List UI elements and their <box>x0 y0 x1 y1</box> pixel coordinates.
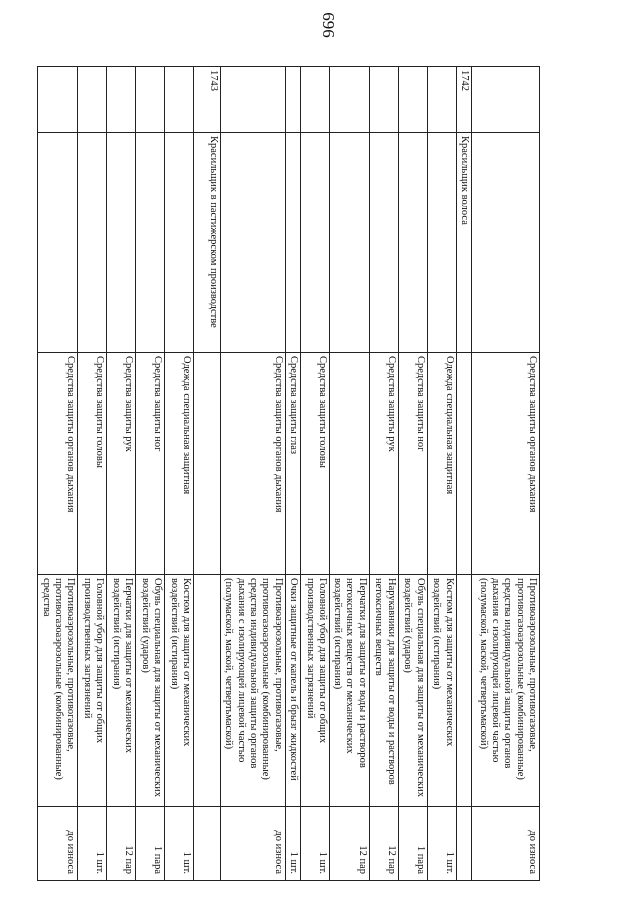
issue-norm-cell <box>107 807 136 881</box>
issue-norm-text: 1 пара <box>414 845 426 874</box>
ppe-item-cell <box>136 575 165 807</box>
ppe-item-text: Перчатки для защиты от механических воздействий (истирания) <box>110 578 135 753</box>
ppe-item-cell <box>78 575 107 807</box>
ppe-item-text: Противоаэрозольные, противогазовые, противогазоаэрозольные (комбинированные) средства индивидуальной защиты органов дыхания с изолирующей лицевой частью (полумаской, маской, четвертьмаской) <box>223 578 284 780</box>
issue-norm-text: 1 шт. <box>94 851 106 874</box>
page-number: 696 <box>319 12 338 38</box>
issue-norm-cell <box>369 807 398 881</box>
row-number-cell <box>329 67 369 133</box>
profession-cell <box>165 133 194 353</box>
ppe-category-text: Средства защиты рук <box>385 356 397 452</box>
ppe-category-text: Средства защиты головы <box>316 356 328 468</box>
table-row <box>165 67 194 881</box>
profession-cell <box>221 133 285 353</box>
ppe-item-text: Очки защитные от капель и брызг жидкостей <box>287 578 299 781</box>
table-body <box>38 67 540 881</box>
ppe-category-cell <box>398 353 427 575</box>
ppe-category-cell <box>285 353 300 575</box>
ppe-item-cell <box>285 575 300 807</box>
table-row <box>300 67 329 881</box>
ppe-item-text: Перчатки для защиты от воды и растворов нетоксичных веществ от механических воздействий (истирания) <box>332 578 368 768</box>
ppe-category-cell <box>107 353 136 575</box>
profession-cell <box>456 133 471 353</box>
profession-cell <box>136 133 165 353</box>
ppe-item-cell <box>165 575 194 807</box>
issue-norm-text: 1 шт. <box>316 851 328 874</box>
ppe-item-text: Головной убор для защиты от общих производственных загрязнений <box>304 578 328 744</box>
ppe-category-cell <box>221 353 285 575</box>
ppe-category-text: Средства защиты ног <box>152 356 164 452</box>
ppe-item-cell <box>300 575 329 807</box>
profession-cell <box>472 133 540 353</box>
ppe-category-cell <box>369 353 398 575</box>
row-number-cell <box>285 67 300 133</box>
ppe-category-text: Средства защиты головы <box>94 356 106 468</box>
row-number-cell <box>221 67 285 133</box>
ppe-item-text: Противоаэрозольные, противогазовые, противогазоаэрозольные (комбинированные) средства индивидуальной защиты органов дыхания с изолирующей лицевой частью (полумаской, маской, четвертьмаской) <box>477 578 538 780</box>
row-number-cell <box>194 67 221 133</box>
table-row <box>107 67 136 881</box>
row-number-cell <box>456 67 471 133</box>
table-row <box>472 67 540 881</box>
ppe-norms-table <box>37 66 540 881</box>
issue-norm-cell <box>300 807 329 881</box>
table-row <box>136 67 165 881</box>
ppe-category-text: Средства защиты рук <box>123 356 135 452</box>
row-number-cell <box>398 67 427 133</box>
ppe-item-cell <box>221 575 285 807</box>
ppe-category-cell <box>472 353 540 575</box>
issue-norm-text: до износа <box>65 830 77 874</box>
ppe-item-cell <box>472 575 540 807</box>
profession-cell <box>369 133 398 353</box>
issue-norm-text: до износа <box>527 830 538 874</box>
ppe-category-cell <box>427 353 456 575</box>
issue-norm-cell <box>165 807 194 881</box>
issue-norm-text: 1 шт. <box>443 851 455 874</box>
profession-cell <box>285 133 300 353</box>
issue-norm-cell <box>38 807 78 881</box>
table-row <box>369 67 398 881</box>
table-row <box>456 67 471 881</box>
issue-norm-cell <box>398 807 427 881</box>
row-number-cell <box>427 67 456 133</box>
row-number-cell <box>300 67 329 133</box>
issue-norm-text: 1 пара <box>152 845 164 874</box>
ppe-category-cell <box>329 353 369 575</box>
ppe-item-cell <box>427 575 456 807</box>
table-row <box>329 67 369 881</box>
ppe-category-cell <box>136 353 165 575</box>
issue-norm-cell <box>456 807 471 881</box>
issue-norm-cell <box>221 807 285 881</box>
issue-norm-cell <box>285 807 300 881</box>
table-row <box>285 67 300 881</box>
ppe-item-text: Головной убор для защиты от общих производственных загрязнений <box>81 578 106 744</box>
profession-cell <box>398 133 427 353</box>
issue-norm-cell <box>78 807 107 881</box>
ppe-item-text: Обувь специальная для защиты от механических воздействий (ударов) <box>139 578 164 797</box>
profession-cell <box>38 133 78 353</box>
row-number-cell <box>78 67 107 133</box>
ppe-category-cell <box>300 353 329 575</box>
profession-cell <box>300 133 329 353</box>
ppe-item-cell <box>369 575 398 807</box>
profession-cell <box>107 133 136 353</box>
issue-norm-text: 1 шт. <box>287 851 299 874</box>
table-row <box>78 67 107 881</box>
row-number-text: 1742 <box>459 70 470 91</box>
issue-norm-text: 12 пар <box>356 845 368 874</box>
profession-cell <box>427 133 456 353</box>
ppe-category-cell <box>194 353 221 575</box>
row-number-cell <box>107 67 136 133</box>
ppe-category-text: Одежда специальная защитная <box>181 356 193 495</box>
profession-cell <box>78 133 107 353</box>
ppe-category-text: Средства защиты органов дыхания <box>527 356 538 513</box>
ppe-category-cell <box>165 353 194 575</box>
ppe-item-text: Противоаэрозольные, противогазовые, противогазоаэрозольные (комбинированные) средства <box>40 578 77 780</box>
ppe-category-cell <box>38 353 78 575</box>
ppe-item-text: Костюм для защиты от механических воздействий (истирания) <box>431 578 455 747</box>
issue-norm-cell <box>194 807 221 881</box>
ppe-item-cell <box>329 575 369 807</box>
table-container <box>40 66 540 880</box>
ppe-category-text: Одежда специальная защитная <box>443 356 455 495</box>
ppe-item-text: Нарукавники для защиты от воды и растворов нетоксичных веществ <box>373 578 397 785</box>
issue-norm-text: 12 пар <box>123 845 135 874</box>
row-number-text: 1743 <box>208 70 220 91</box>
issue-norm-cell <box>427 807 456 881</box>
ppe-item-cell <box>38 575 78 807</box>
table-row <box>398 67 427 881</box>
table-row <box>194 67 221 881</box>
profession-cell <box>194 133 221 353</box>
table-row <box>38 67 78 881</box>
row-number-cell <box>369 67 398 133</box>
profession-cell <box>329 133 369 353</box>
ppe-category-text: Средства защиты ног <box>414 356 426 452</box>
issue-norm-text: до износа <box>272 830 284 874</box>
issue-norm-cell <box>329 807 369 881</box>
profession-text: Красильщик в пастижерском производстве <box>208 136 220 328</box>
ppe-category-cell <box>456 353 471 575</box>
ppe-category-text: Средства защиты органов дыхания <box>272 356 284 513</box>
ppe-item-cell <box>107 575 136 807</box>
row-number-cell <box>136 67 165 133</box>
table-row <box>427 67 456 881</box>
ppe-item-cell <box>398 575 427 807</box>
issue-norm-cell <box>472 807 540 881</box>
ppe-category-text: Средства защиты глаз <box>287 356 299 455</box>
row-number-cell <box>38 67 78 133</box>
ppe-category-cell <box>78 353 107 575</box>
issue-norm-text: 12 пар <box>385 845 397 874</box>
ppe-item-text: Обувь специальная для защиты от механических воздействий (ударов) <box>402 578 426 797</box>
issue-norm-text: 1 шт. <box>181 851 193 874</box>
ppe-item-text: Костюм для защиты от механических воздействий (истирания) <box>168 578 193 747</box>
ppe-item-cell <box>194 575 221 807</box>
row-number-cell <box>472 67 540 133</box>
issue-norm-cell <box>136 807 165 881</box>
ppe-category-text: Средства защиты органов дыхания <box>65 356 77 513</box>
profession-text: Красильщик волоса <box>459 136 470 225</box>
table-row <box>221 67 285 881</box>
row-number-cell <box>165 67 194 133</box>
ppe-item-cell <box>456 575 471 807</box>
